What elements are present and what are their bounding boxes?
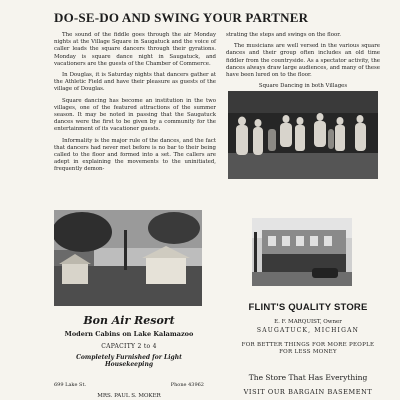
store-name: FLINT'S QUALITY STORE bbox=[248, 302, 368, 313]
article-paragraph: In Douglas, it is Saturday nights that dancers gather at the Athletic Field and have their pleasure as guests of the village of Douglas. bbox=[54, 72, 216, 93]
flints-store-ad bbox=[241, 218, 378, 400]
bon-air-resort-ad bbox=[54, 210, 204, 400]
store-visit-line: VISIT OUR BARGAIN BASEMENT bbox=[243, 388, 373, 396]
article-column-right bbox=[226, 32, 380, 179]
article-paragraph: Informality is the major rule of the dances, and the fact that dancers had never met before is no bar to their being called to the floor and formed into a set. The callers are adept in explaining the movements to the uninitiated, frequently demon- bbox=[54, 137, 216, 173]
store-photo-art bbox=[252, 218, 352, 286]
resort-contact bbox=[54, 382, 204, 388]
resort-furnished: Completely Furnished for Light Housekeeping bbox=[76, 354, 182, 368]
resort-photo-art bbox=[54, 210, 202, 306]
resort-address: 699 Lake St. bbox=[54, 382, 87, 388]
photo-caption: Square Dancing in both Villages bbox=[258, 83, 348, 90]
article-headline: DO-SE-DO AND SWING YOUR PARTNER bbox=[54, 10, 309, 25]
article-paragraph: The sound of the fiddle goes through the air Monday nights at the Village Square in Saugatuck and the voice of caller leads the square dancers through their gyrations. Monday is square dance night in Saugatuck, and vacationers are the guests of the Chamber of Commerce. bbox=[54, 32, 216, 67]
resort-capacity: CAPACITY 2 to 4 bbox=[101, 343, 157, 350]
article-column-left bbox=[54, 32, 216, 178]
store-slogan: FOR BETTER THINGS FOR MORE PEOPLE FOR LESS MONEY bbox=[241, 342, 375, 355]
store-town: SAUGATUCK, MICHIGAN bbox=[256, 327, 360, 334]
store-photo bbox=[252, 218, 352, 286]
resort-photo bbox=[54, 210, 202, 306]
article-paragraph: strating the steps and swings on the floor. bbox=[226, 32, 341, 38]
store-tagline: The Store That Has Everything bbox=[248, 373, 368, 382]
resort-name: Bon Air Resort bbox=[83, 314, 175, 327]
resort-description: Modern Cabins on Lake Kalamazoo bbox=[64, 330, 194, 338]
article-paragraph: Square dancing has become an institution in the two villages, one of the featured attractions of the summer season. It may be noted in passing that the Saugatuck dances were the first to be given by a community for the entertainment of its vacationer guests. bbox=[54, 97, 216, 133]
resort-phone: Phone 43962 bbox=[170, 382, 204, 388]
resort-owner: MRS. PAUL S. MOKER bbox=[97, 393, 161, 399]
square-dance-photo-art bbox=[228, 91, 378, 179]
article-paragraph: The musicians are well versed in the various square dances and their group often includes an old time fiddler from the countryside. As a spectator activity, the dances always draw large audiences, and many of these have been lured on to the floor. bbox=[226, 43, 380, 79]
square-dance-photo bbox=[228, 91, 378, 179]
store-owner: E. F. MARQUIST, Owner bbox=[274, 319, 342, 325]
